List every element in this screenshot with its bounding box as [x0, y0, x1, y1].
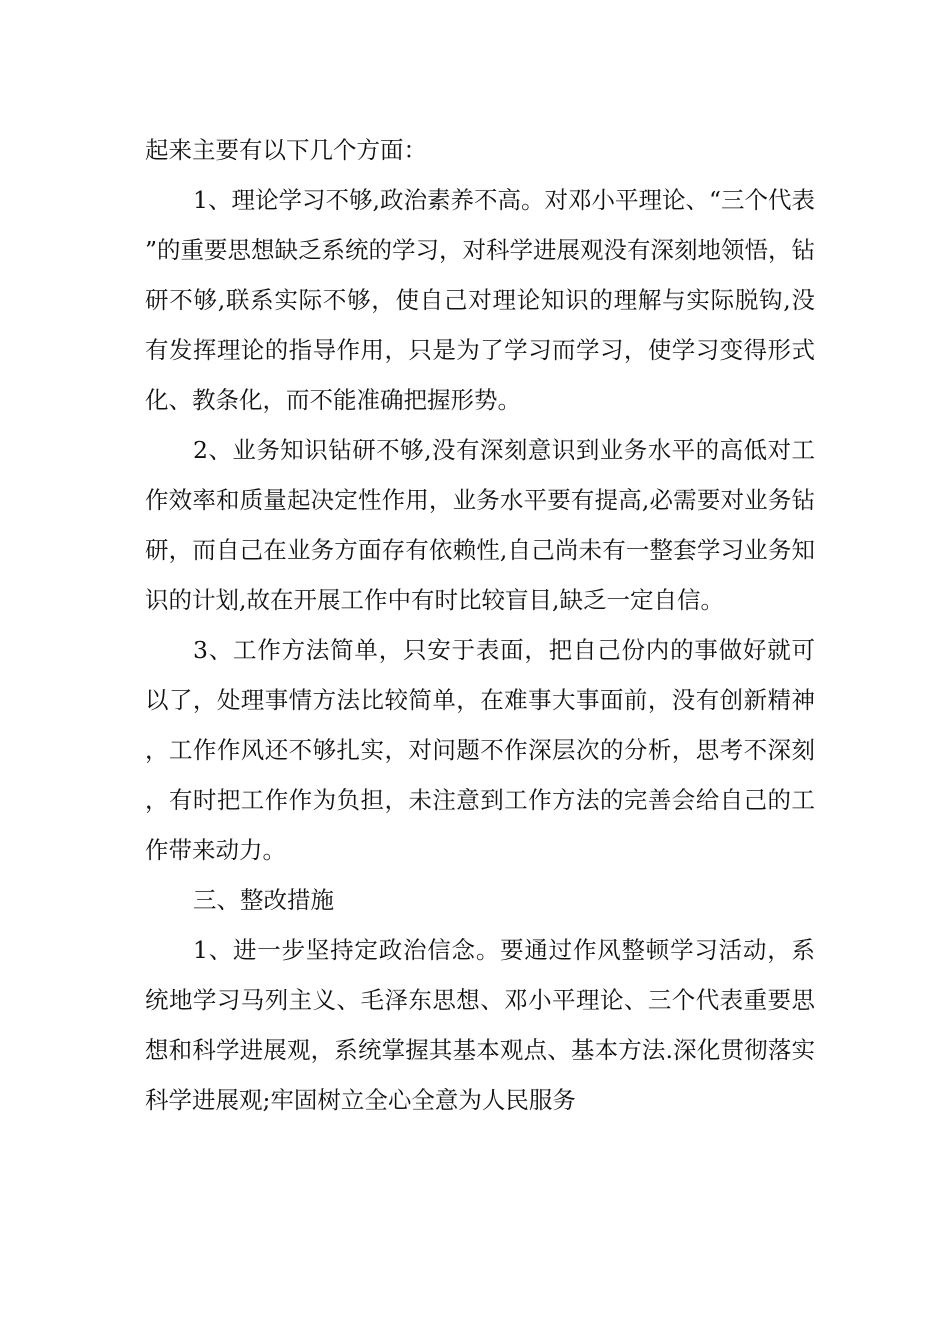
paragraph-item-2-business-knowledge: 2、业务知识钻研不够,没有深刻意识到业务水平的高低对工作效率和质量起决定性作用，业务水平要有提高,必需要对业务钻研，而自己在业务方面存有依赖性,自己尚未有一整套学习业务知识的计划,故在开展工作中有时比较盲目,缺乏一定自信。 [145, 436, 815, 614]
section-heading-rectification: 三、整改措施 [193, 886, 334, 914]
paragraph-item-3-work-method: 3、工作方法简单，只安于表面，把自己份内的事做好就可以了，处理事情方法比较简单，在难事大事面前，没有创新精神，工作作风还不够扎实，对问题不作深层次的分析，思考不深刻，有时把工作作为负担，未注意到工作方法的完善会给自己的工作带来动力。 [145, 636, 815, 864]
paragraph-measure-1-political-belief: 1、进一步坚持定政治信念。要通过作风整顿学习活动，系统地学习马列主义、毛泽东思想、邓小平理论、三个代表重要思想和科学进展观，系统掌握其基本观点、基本方法.深化贯彻落实科学进展观;牢固树立全心全意为人民服务 [145, 936, 815, 1114]
document-body [145, 125, 815, 1125]
paragraph-item-1-theory-study: 1、理论学习不够,政治素养不高。对邓小平理论、“三个代表”的重要思想缺乏系统的学习，对科学进展观没有深刻地领悟，钻研不够,联系实际不够，使自己对理论知识的理解与实际脱钩,没有发挥理论的指导作用，只是为了学习而学习，使学习变得形式化、教条化，而不能准确把握形势。 [145, 186, 816, 414]
paragraph-intro-line: 起来主要有以下几个方面： [145, 136, 427, 164]
